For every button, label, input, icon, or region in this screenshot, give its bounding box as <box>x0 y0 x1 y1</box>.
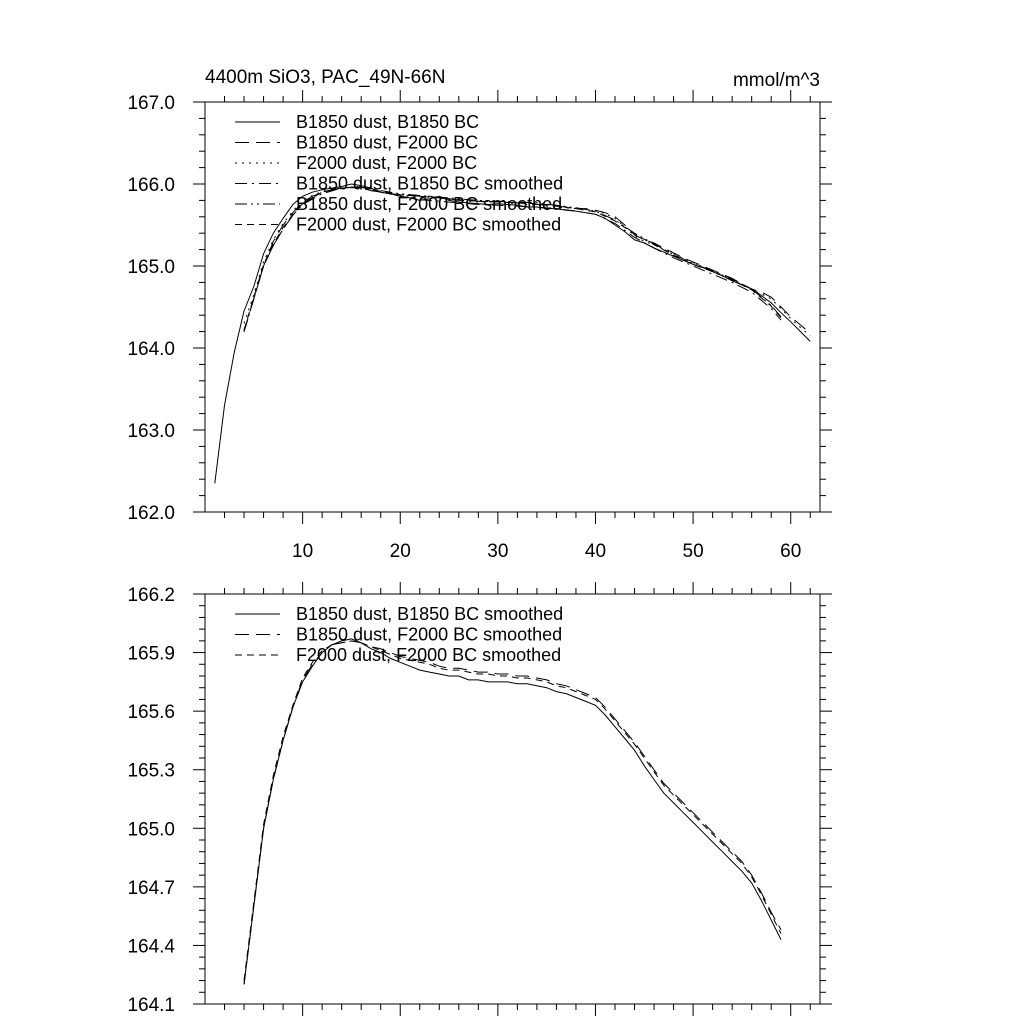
chart-units: mmol/m^3 <box>732 70 820 91</box>
legend-entry-label: F2000 dust, F2000 BC <box>296 153 478 173</box>
series-line-2 <box>244 641 781 985</box>
legend-entry-label: B1850 dust, B1850 BC <box>296 112 480 132</box>
y-tick-label: 164.4 <box>127 936 175 958</box>
x-tick-label: 40 <box>584 541 607 562</box>
legend-entry-label: B1850 dust, F2000 BC <box>296 132 479 153</box>
y-tick-label: 165.6 <box>127 702 175 724</box>
legend-entry-label: F2000 dust, F2000 BC smoothed <box>296 214 562 235</box>
y-tick-label: 166.0 <box>127 175 175 196</box>
y-tick-label: 167.0 <box>127 93 175 114</box>
y-tick-label: 165.0 <box>127 257 175 278</box>
y-tick-label: 164.7 <box>127 877 175 899</box>
y-tick-label: 165.3 <box>127 760 175 782</box>
x-tick-label: 50 <box>682 541 704 562</box>
legend-entry-label: F2000 dust, F2000 BC smoothed <box>296 645 562 665</box>
y-tick-label: 163.0 <box>127 421 175 442</box>
series-line-1 <box>244 639 781 985</box>
y-tick-label: 165.0 <box>127 819 175 841</box>
x-tick-label: 20 <box>389 541 411 562</box>
legend <box>235 604 563 665</box>
legend-entry-label: B1850 dust, B1850 BC smoothed <box>296 173 564 194</box>
y-tick-label: 162.0 <box>127 503 175 524</box>
x-tick-label: 60 <box>780 541 802 562</box>
top-panel <box>127 67 832 562</box>
x-tick-label: 30 <box>487 541 509 562</box>
x-tick-label: 10 <box>292 541 314 562</box>
chart-title: 4400m SiO3, PAC_49N-66N <box>205 67 446 88</box>
bottom-panel <box>127 582 832 1016</box>
y-tick-label: 164.1 <box>127 995 175 1016</box>
y-tick-label: 164.0 <box>127 339 175 360</box>
y-tick-label: 166.2 <box>127 585 175 606</box>
y-tick-label: 165.9 <box>127 643 175 665</box>
series-line-3 <box>244 641 781 981</box>
legend-entry-label: B1850 dust, F2000 BC smoothed <box>296 624 563 645</box>
legend-entry-label: B1850 dust, F2000 BC smoothed <box>296 194 563 214</box>
legend-entry-label: B1850 dust, B1850 BC smoothed <box>296 604 564 624</box>
